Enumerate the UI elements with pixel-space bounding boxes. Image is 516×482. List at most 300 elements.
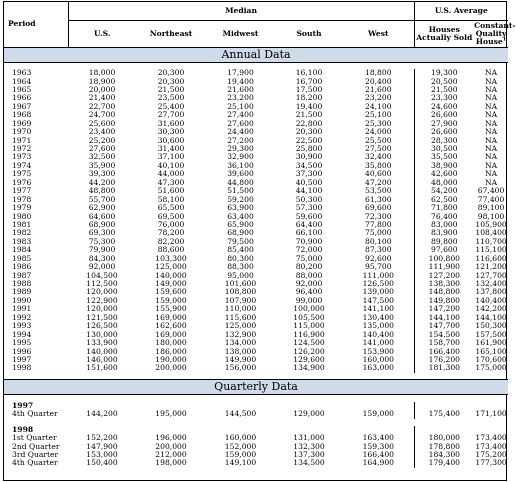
west-cell: 24,000 [343,128,414,136]
midwest-cell: 27,400 [227,110,254,120]
south-cell: 25,800 [295,144,323,154]
home-prices-table [4,2,516,468]
midwest-cell: 101,600 [224,279,257,289]
period-cell: 1996 [12,346,32,356]
northeast-cell: 169,000 [155,329,187,339]
west-cell: 80,100 [343,238,414,246]
us-cell: 147,900 [86,441,118,451]
midwest-cell: 115,600 [224,312,257,322]
period-cell: 1976 [12,177,32,187]
constant-quality-cell: 77,400 [477,194,505,204]
constant-quality-cell: 121,200 [475,262,507,272]
us-cell: 151,600 [86,363,118,373]
period-cell: 4th Quarter [12,409,58,419]
south-cell: 115,000 [293,321,325,331]
houses-sold-cell: 21,500 [431,84,458,94]
constant-quality-cell: 140,400 [475,295,507,305]
period-cell: 1986 [12,262,32,272]
west-cell: 21,600 [343,86,414,94]
west-cell: 147,500 [343,297,414,305]
period-cell: 1993 [12,321,32,331]
midwest-cell: 27,200 [227,135,254,145]
midwest-cell: 65,900 [227,219,254,229]
west-cell: 135,000 [343,322,414,330]
us-cell: 44,200 [88,177,116,187]
houses-sold-cell: 127,200 [428,270,461,280]
northeast-cell: 195,000 [155,409,187,419]
midwest-cell: 63,900 [227,203,254,213]
south-cell: 99,000 [295,295,323,305]
constant-quality-cell: NA [484,84,498,94]
northeast-cell: 25,400 [157,101,185,111]
header-row-columns [4,21,508,48]
constant-quality-cell: 108,400 [475,228,507,238]
us-cell: 20,000 [88,84,116,94]
south-cell: 16,100 [295,68,323,78]
us-cell: 144,200 [86,409,118,419]
northeast-cell: 180,000 [155,338,187,348]
midwest-cell: 138,000 [224,346,257,356]
west-cell: 139,000 [343,288,414,296]
northeast-cell: 30,600 [157,135,185,145]
section-title-quarterly: Quarterly Data [4,379,508,394]
period-cell: 1989 [12,287,32,297]
south-cell: 17,500 [295,84,323,94]
northeast-cell: 200,000 [155,441,187,451]
houses-sold-cell: 28,300 [431,135,458,145]
west-cell: 92,600 [343,255,414,263]
west-cell: 163,000 [343,364,414,372]
period-cell: 1978 [12,194,32,204]
northeast-cell: 31,400 [157,144,185,154]
col-header-northeast: Northeast [136,21,206,48]
northeast-cell: 140,000 [155,270,187,280]
constant-quality-cell: 127,700 [475,270,507,280]
period-cell: 1964 [12,76,32,86]
south-cell: 75,000 [295,253,323,263]
houses-sold-cell: 48,000 [431,177,458,187]
houses-sold-cell: 62,500 [431,194,458,204]
constant-quality-cell: NA [484,135,498,145]
constant-quality-cell: 175,200 [475,450,507,460]
south-cell: 96,400 [295,287,323,297]
period-cell: 1990 [12,295,32,305]
constant-quality-cell: 165,100 [475,346,507,356]
col-header-midwest: Midwest [206,21,275,48]
period-cell: 1969 [12,118,32,128]
south-cell: 132,300 [293,441,325,451]
houses-sold-cell: 100,800 [428,253,461,263]
us-cell: 140,000 [86,346,118,356]
us-cell: 22,700 [88,101,116,111]
midwest-cell: 27,600 [227,118,254,128]
constant-quality-cell: 173,400 [475,433,507,443]
west-cell: 75,000 [343,229,414,237]
period-cell: 1979 [12,203,32,213]
houses-sold-cell: 147,700 [428,321,461,331]
houses-sold-cell: 26,600 [431,127,458,137]
south-cell: 70,900 [295,236,323,246]
period-cell: 1970 [12,127,32,137]
west-cell: 40,600 [343,170,414,178]
south-cell: 137,300 [293,450,325,460]
west-cell: 160,000 [343,356,414,364]
northeast-cell: 103,300 [155,253,187,263]
houses-sold-cell: 175,400 [428,409,461,419]
constant-quality-cell: 105,900 [475,219,507,229]
south-cell: 100,000 [293,304,325,314]
houses-sold-cell: 144,100 [428,312,461,322]
us-cell: 39,300 [88,169,116,179]
midwest-cell: 25,100 [227,101,254,111]
northeast-cell: 51,600 [157,186,185,196]
northeast-cell: 125,000 [155,262,187,272]
west-cell: 25,100 [343,111,414,119]
south-cell: 40,500 [295,177,323,187]
constant-quality-cell: NA [484,93,498,103]
south-cell: 16,700 [295,76,323,86]
us-cell: 25,600 [88,118,116,128]
south-cell: 88,000 [295,270,323,280]
midwest-cell: 36,100 [227,160,254,170]
west-cell: 164,900 [343,459,414,467]
constant-quality-cell: NA [484,144,498,154]
west-cell: 159,300 [343,443,414,451]
midwest-cell: 95,000 [227,270,254,280]
midwest-cell: 108,800 [224,287,257,297]
constant-quality-cell: 110,700 [475,236,507,246]
south-cell: 129,000 [293,409,325,419]
northeast-cell: 30,300 [157,127,185,137]
footnote-mark: 1 [502,36,507,43]
houses-sold-cell: 24,600 [431,101,458,111]
us-cell: 146,000 [86,354,118,364]
period-cell: 1974 [12,160,32,170]
south-cell: 20,300 [295,127,323,137]
northeast-cell: 190,000 [155,354,187,364]
us-cell: 32,500 [88,152,116,162]
period-cell: 1963 [12,68,32,78]
northeast-cell: 23,500 [157,93,185,103]
midwest-cell: 44,800 [227,177,254,187]
constant-quality-cell: NA [484,76,498,86]
midwest-cell: 63,400 [227,211,254,221]
west-cell: 35,800 [343,162,414,170]
table-row [4,364,508,372]
period-cell: 1977 [12,186,32,196]
south-cell: 129,600 [293,354,325,364]
west-cell: 32,400 [343,153,414,161]
houses-sold-cell: 176,200 [428,354,461,364]
houses-sold-cell: 97,600 [431,245,458,255]
constant-quality-cell: 142,200 [475,304,507,314]
constant-quality-cell: 170,600 [475,354,507,364]
west-cell: 111,000 [343,272,414,280]
northeast-cell: 20,300 [157,76,185,86]
section-title-annual: Annual Data [4,48,508,63]
constant-quality-cell: 175,000 [475,363,507,373]
houses-sold-cell: 179,400 [428,458,461,468]
northeast-cell: 37,100 [157,152,185,162]
northeast-cell: 82,200 [157,236,185,246]
northeast-cell: 47,300 [157,177,185,187]
south-cell: 34,500 [295,160,323,170]
period-cell: 1985 [12,253,32,263]
us-cell: 55,700 [88,194,116,204]
period-cell: 1966 [12,93,32,103]
constant-quality-cell: NA [484,68,498,78]
northeast-cell: 20,300 [157,68,185,78]
us-cell: 122,900 [86,295,118,305]
midwest-cell: 29,300 [227,144,254,154]
houses-sold-cell: 147,200 [428,304,461,314]
northeast-cell: 78,200 [157,228,185,238]
northeast-cell: 88,600 [157,245,185,255]
period-cell: 1975 [12,169,32,179]
midwest-cell: 21,600 [227,84,254,94]
constant-quality-cell: 98,100 [477,211,505,221]
constant-quality-cell: 173,400 [475,441,507,451]
northeast-cell: 196,000 [155,433,187,443]
midwest-cell: 149,100 [224,458,257,468]
northeast-cell: 21,500 [157,84,185,94]
constant-quality-cell: NA [484,118,498,128]
west-cell: 140,400 [343,331,414,339]
period-cell: 2nd Quarter [12,441,60,451]
constant-quality-cell: 89,100 [477,203,505,213]
south-cell: 92,000 [295,279,323,289]
west-cell: 47,200 [343,179,414,187]
us-cell: 153,000 [86,450,118,460]
constant-quality-cell: 177,300 [475,458,507,468]
us-cell: 27,600 [88,144,116,154]
northeast-cell: 40,100 [157,160,185,170]
period-cell: 1965 [12,84,32,94]
period-cell: 1972 [12,144,32,154]
midwest-cell: 144,500 [224,409,257,419]
houses-sold-cell: 148,800 [428,287,461,297]
section-row-annual [4,48,508,63]
houses-sold-cell: 76,400 [431,211,458,221]
quarter-year-label: 1997 [12,400,34,410]
houses-sold-cell: 89,800 [431,236,458,246]
west-cell: 141,000 [343,339,414,347]
houses-sold-cell: 158,700 [428,338,461,348]
west-cell: 163,400 [343,434,414,442]
constant-quality-cell: NA [484,110,498,120]
constant-quality-cell: NA [484,127,498,137]
constant-quality-cell: 132,400 [475,279,507,289]
south-cell: 126,200 [293,346,325,356]
constant-quality-cell: 115,100 [475,245,507,255]
west-cell: 141,100 [343,305,414,313]
houses-sold-cell: 23,300 [431,93,458,103]
houses-sold-cell: 30,500 [431,144,458,154]
houses-sold-cell: 38,900 [431,160,458,170]
us-cell: 133,900 [86,338,118,348]
houses-sold-cell: 154,500 [428,329,461,339]
us-cell: 35,900 [88,160,116,170]
midwest-cell: 110,000 [224,304,257,314]
constant-quality-cell: 137,800 [475,287,507,297]
table-row [4,410,508,418]
south-cell: 66,100 [295,228,323,238]
houses-sold-cell: 180,000 [428,433,461,443]
us-cell: 21,400 [88,93,116,103]
houses-sold-cell: 20,500 [431,76,458,86]
northeast-cell: 159,600 [155,287,187,297]
col-header-houses-sold: Houses Actually Sold [414,21,474,48]
period-cell: 1992 [12,312,32,322]
northeast-cell: 155,900 [155,304,187,314]
spacer-row [4,419,508,426]
constant-quality-cell: NA [484,160,498,170]
houses-sold-cell: 19,300 [431,68,458,78]
south-cell: 50,300 [295,194,323,204]
houses-sold-cell: 26,600 [431,110,458,120]
us-cell: 152,200 [86,433,118,443]
period-cell: 1984 [12,245,32,255]
houses-sold-cell: 83,000 [431,219,458,229]
west-cell: 27,500 [343,145,414,153]
houses-sold-cell: 178,800 [428,441,461,451]
houses-sold-cell: 27,900 [431,118,458,128]
us-cell: 18,000 [88,68,116,78]
period-cell: 1971 [12,135,32,145]
period-cell: 1997 [12,354,32,364]
south-cell: 37,300 [295,169,323,179]
midwest-cell: 134,000 [224,338,257,348]
period-header: Period [4,2,68,48]
northeast-cell: 159,000 [155,295,187,305]
quarterly-body [4,379,508,468]
midwest-cell: 149,900 [224,354,257,364]
period-cell: 1982 [12,228,32,238]
south-cell: 22,800 [295,118,323,128]
south-cell: 21,500 [295,110,323,120]
period-cell: 1980 [12,211,32,221]
houses-sold-cell: 54,200 [431,186,458,196]
constant-quality-cell: 171,100 [475,409,507,419]
south-cell: 44,100 [295,186,323,196]
header-row-top [4,2,508,21]
spacer-row [4,394,508,402]
period-cell: 3rd Quarter [12,450,59,460]
south-cell: 59,600 [295,211,323,221]
west-cell: 166,400 [343,451,414,459]
midwest-cell: 19,400 [227,76,254,86]
west-cell: 23,200 [343,94,414,102]
us-cell: 104,500 [86,270,118,280]
west-cell: 53,500 [343,187,414,195]
us-cell: 25,200 [88,135,116,145]
west-cell: 18,800 [343,69,414,77]
col-header-constant-quality-label: Constant-Quality House [474,20,516,47]
midwest-cell: 23,200 [227,93,254,103]
us-cell: 62,900 [88,203,116,213]
northeast-cell: 58,100 [157,194,185,204]
midwest-cell: 132,900 [224,329,257,339]
us-cell: 112,500 [86,279,118,289]
period-cell: 1998 [12,363,32,373]
midwest-cell: 39,600 [227,169,254,179]
south-cell: 131,000 [293,433,325,443]
south-cell: 105,500 [293,312,325,322]
constant-quality-cell: 161,900 [475,338,507,348]
us-cell: 84,300 [88,253,116,263]
midwest-cell: 160,000 [224,433,257,443]
midwest-cell: 125,000 [224,321,257,331]
period-cell: 1995 [12,338,32,348]
west-cell: 159,000 [343,410,414,418]
northeast-cell: 44,000 [157,169,185,179]
us-cell: 24,700 [88,110,116,120]
northeast-cell: 186,000 [155,346,187,356]
houses-sold-cell: 83,900 [431,228,458,238]
west-cell: 153,900 [343,347,414,355]
period-cell: 1973 [12,152,32,162]
northeast-cell: 200,000 [155,363,187,373]
us-cell: 69,300 [88,228,116,238]
us-cell: 48,800 [88,186,116,196]
period-cell: 1983 [12,236,32,246]
constant-quality-cell: 67,400 [477,186,505,196]
houses-sold-cell: 181,300 [428,363,461,373]
us-cell: 18,900 [88,76,116,86]
midwest-cell: 152,000 [224,441,257,451]
period-cell: 1967 [12,101,32,111]
south-cell: 30,900 [295,152,323,162]
col-header-us: U.S. [68,21,136,48]
midwest-cell: 88,300 [227,262,254,272]
midwest-cell: 32,900 [227,152,254,162]
table-row [4,459,508,467]
houses-sold-cell: 166,400 [428,346,461,356]
us-cell: 23,400 [88,127,116,137]
houses-sold-cell: 138,300 [428,279,461,289]
constant-quality-cell: 150,300 [475,321,507,331]
midwest-cell: 79,500 [227,236,254,246]
us-cell: 75,300 [88,236,116,246]
west-cell: 25,300 [343,120,414,128]
west-cell: 20,400 [343,77,414,85]
midwest-cell: 85,400 [227,245,254,255]
period-cell: 1981 [12,219,32,229]
west-cell: 126,500 [343,280,414,288]
us-average-group-header: U.S. Average [414,2,508,21]
northeast-cell: 27,700 [157,110,185,120]
col-header-west: West [343,21,414,48]
period-cell: 4th Quarter [12,458,58,468]
west-cell: 69,600 [343,204,414,212]
constant-quality-cell: NA [484,152,498,162]
northeast-cell: 169,000 [155,312,187,322]
west-cell: 77,800 [343,221,414,229]
col-header-constant-quality [474,20,516,48]
northeast-cell: 212,000 [155,450,187,460]
midwest-cell: 51,500 [227,186,254,196]
south-cell: 80,200 [295,262,323,272]
midwest-cell: 59,200 [227,194,254,204]
south-cell: 134,900 [293,363,325,373]
south-cell: 18,200 [295,93,323,103]
us-cell: 126,500 [86,321,118,331]
midwest-cell: 17,900 [227,68,254,78]
period-cell: 1987 [12,270,32,280]
houses-sold-cell: 111,900 [428,262,461,272]
us-cell: 150,400 [86,458,118,468]
us-cell: 68,900 [88,219,116,229]
